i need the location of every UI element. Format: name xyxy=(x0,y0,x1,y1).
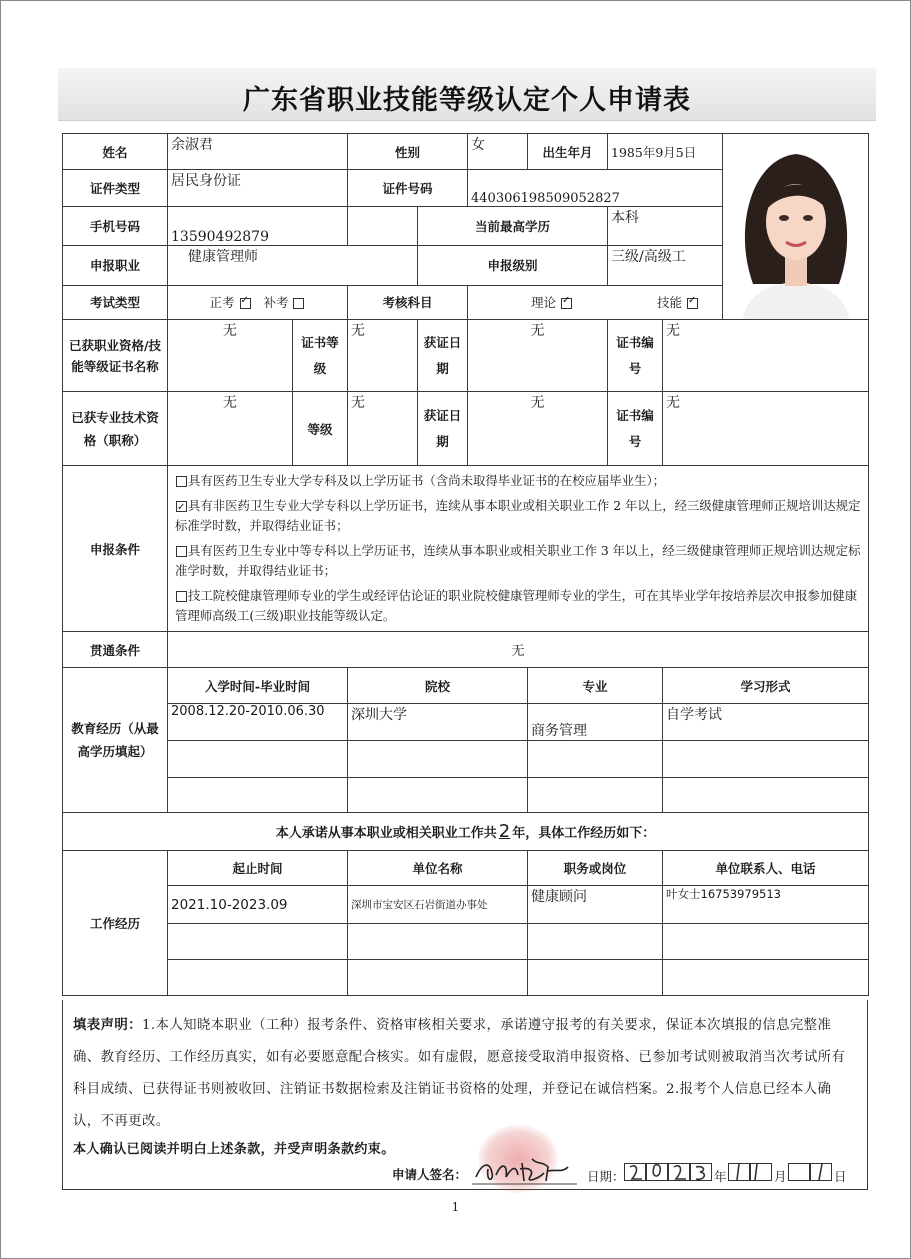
birth-value: 1985年9月5日 xyxy=(608,134,723,170)
day-label: 日 xyxy=(834,1169,847,1184)
edu-period xyxy=(168,741,348,778)
phone-value: 13590492879 xyxy=(168,207,348,245)
condition-text: 技工院校健康管理师专业的学生或经评估论证的职业院校健康管理师专业的学生，可在其毕业学年按培养层次申报参加健康管理师高级工(三级)职业技能等级认定。 xyxy=(175,588,858,623)
education-value: 本科 xyxy=(608,207,723,245)
conditions-label: 申报条件 xyxy=(63,466,168,632)
occupation-value: 健康管理师 xyxy=(168,245,418,285)
work-pledge xyxy=(63,813,869,851)
condition-checkbox[interactable] xyxy=(176,591,187,602)
year-label: 年 xyxy=(714,1169,727,1184)
edu-mode xyxy=(663,778,869,813)
tech-date: 无 xyxy=(468,392,608,466)
condition-item xyxy=(175,541,861,581)
edu-header-period: 入学时间-毕业时间 xyxy=(168,668,348,704)
work-period xyxy=(168,924,348,960)
applicant-photo xyxy=(723,134,869,319)
tech-date-label: 获证日期 xyxy=(418,392,468,466)
vocational-cert-no-label: 证书编号 xyxy=(608,320,663,392)
vocational-cert-label: 已获职业资格/技能等级证书名称 xyxy=(63,320,168,392)
tech-title-name: 无 xyxy=(168,392,293,466)
occupation-label: 申报职业 xyxy=(63,245,168,285)
name-label: 姓名 xyxy=(63,134,168,170)
id-no-label: 证件号码 xyxy=(348,170,468,207)
vocational-cert-grade: 无 xyxy=(348,320,418,392)
gender-value: 女 xyxy=(468,134,528,170)
handwritten-signature[interactable] xyxy=(472,1155,577,1187)
tech-grade-label: 等级 xyxy=(293,392,348,466)
vocational-cert-grade-label: 证书等级 xyxy=(293,320,348,392)
edu-school xyxy=(348,741,528,778)
condition-checkbox[interactable] xyxy=(176,476,187,487)
signature-label: 申请人签名： xyxy=(392,1167,468,1182)
through-label: 贯通条件 xyxy=(63,632,168,668)
condition-checkbox[interactable] xyxy=(176,501,187,512)
level-label: 申报级别 xyxy=(418,245,608,285)
condition-item xyxy=(175,586,861,626)
work-contact xyxy=(663,960,869,996)
declaration-confirm: 本人确认已阅读并明白上述条款，并受声明条款约束。 xyxy=(73,1142,395,1157)
work-company xyxy=(348,924,528,960)
tech-grade: 无 xyxy=(348,392,418,466)
education-history-label: 教育经历（从最高学历填起） xyxy=(63,668,168,813)
edu-period: 2008.12.20-2010.06.30 xyxy=(168,704,348,741)
condition-checkbox[interactable] xyxy=(176,546,187,557)
edu-header-school: 院校 xyxy=(348,668,528,704)
handwritten-month-digits xyxy=(728,1161,772,1183)
vocational-cert-name: 无 xyxy=(168,320,293,392)
level-value: 三级/高级工 xyxy=(608,245,723,285)
work-company: 深圳市宝安区石岩街道办事处 xyxy=(348,886,528,924)
edu-major: 商务管理 xyxy=(528,704,663,741)
work-header-period: 起止时间 xyxy=(168,851,348,886)
regular-exam-label: 正考 xyxy=(209,295,235,311)
condition-item xyxy=(175,471,861,491)
id-no-value: 440306198509052827 xyxy=(468,170,723,207)
work-history-label: 工作经历 xyxy=(63,851,168,996)
tech-no-label: 证书编号 xyxy=(608,392,663,466)
edu-major xyxy=(528,778,663,813)
table-row xyxy=(63,741,869,778)
month-label: 月 xyxy=(774,1169,787,1184)
photo-cell xyxy=(723,134,869,320)
skill-checkbox[interactable] xyxy=(687,298,698,309)
work-header-contact: 单位联系人、电话 xyxy=(663,851,869,886)
edu-major xyxy=(528,741,663,778)
handwritten-date-digits xyxy=(624,1161,714,1183)
exam-type-options xyxy=(168,285,348,319)
edu-header-major: 专业 xyxy=(528,668,663,704)
through-value: 无 xyxy=(168,632,869,668)
exam-type-label: 考试类型 xyxy=(63,285,168,319)
id-type-value: 居民身份证 xyxy=(168,170,348,207)
work-position: 健康顾问 xyxy=(528,886,663,924)
edu-mode: 自学考试 xyxy=(663,704,869,741)
theory-checkbox[interactable] xyxy=(561,298,572,309)
condition-text: 具有非医药卫生专业大学专科以上学历证书，连续从事本职业或相关职业工作 2 年以上，经三级健康管理师正规培训达规定标准学时数，并取得结业证书； xyxy=(175,498,861,533)
skill-label: 技能 xyxy=(657,295,683,311)
regular-exam-checkbox[interactable] xyxy=(240,298,251,309)
work-company xyxy=(348,960,528,996)
page-number: 1 xyxy=(451,1200,460,1214)
work-header-position: 职务或岗位 xyxy=(528,851,663,886)
work-position xyxy=(528,924,663,960)
application-form xyxy=(62,133,869,996)
work-contact: 叶女士16753979513 xyxy=(663,886,869,924)
condition-item xyxy=(175,496,861,536)
table-row xyxy=(63,704,869,741)
work-pledge-prefix: 本人承诺从事本职业或相关职业工作共 xyxy=(275,826,497,841)
tech-no: 无 xyxy=(663,392,869,466)
phone-label: 手机号码 xyxy=(63,207,168,245)
work-position xyxy=(528,960,663,996)
subjects-options xyxy=(468,285,723,319)
declaration-paragraph xyxy=(73,1010,857,1138)
work-years-value: 2 xyxy=(498,821,511,842)
edu-period xyxy=(168,778,348,813)
table-row xyxy=(63,960,869,996)
signature-row xyxy=(62,1155,868,1189)
work-period xyxy=(168,960,348,996)
condition-text: 具有医药卫生专业中等专科以上学历证书，连续从事本职业或相关职业工作 3 年以上，经三级健康管理师正规培训达规定标准学时数，并取得结业证书； xyxy=(175,543,861,578)
table-row xyxy=(63,886,869,924)
tech-title-label: 已获专业技术资格（职称） xyxy=(63,392,168,466)
theory-label: 理论 xyxy=(531,295,557,311)
table-row xyxy=(63,778,869,813)
makeup-exam-checkbox[interactable] xyxy=(293,298,304,309)
gender-label: 性别 xyxy=(348,134,468,170)
date-label: 日期： xyxy=(587,1169,625,1184)
work-pledge-suffix: 年，具体工作经历如下： xyxy=(512,826,656,841)
birth-label: 出生年月 xyxy=(528,134,608,170)
form-title: 广东省职业技能等级认定个人申请表 xyxy=(243,85,691,116)
vocational-cert-no: 无 xyxy=(663,320,869,392)
edu-mode xyxy=(663,741,869,778)
edu-school: 深圳大学 xyxy=(348,704,528,741)
work-period: 2021.10-2023.09 xyxy=(168,886,348,924)
day-digit-box[interactable] xyxy=(788,1163,810,1181)
phone-spacer xyxy=(348,207,418,245)
table-row xyxy=(63,924,869,960)
work-contact xyxy=(663,924,869,960)
edu-school xyxy=(348,778,528,813)
name-value: 余淑君 xyxy=(168,134,348,170)
conditions-list xyxy=(168,466,869,632)
work-header-company: 单位名称 xyxy=(348,851,528,886)
edu-header-mode: 学习形式 xyxy=(663,668,869,704)
id-type-label: 证件类型 xyxy=(63,170,168,207)
declaration-text: 1.本人知晓本职业（工种）报考条件、资格审核相关要求，承诺遵守报考的有关要求，保证本次填报的信息完整准确、教育经历、工作经历真实，如有必要愿意配合核实。如有虚假，愿意接受取消申报资格、已参加考试则被取消当次考试所有科目成绩、已获得证书则被收回、注销证书数据检索及注销证书资格的处理，并登记在诚信档案。2.报考个人信息已经本人确认，不再更改。 xyxy=(73,1018,846,1129)
handwritten-day-digit xyxy=(810,1161,832,1183)
condition-text: 具有医药卫生专业大学专科及以上学历证书（含尚未取得毕业证书的在校应届毕业生）； xyxy=(188,473,666,488)
vocational-cert-date-label: 获证日期 xyxy=(418,320,468,392)
subjects-label: 考核科目 xyxy=(348,285,468,319)
vocational-cert-date: 无 xyxy=(468,320,608,392)
makeup-exam-label: 补考 xyxy=(263,295,289,311)
declaration-heading: 填表声明： xyxy=(73,1018,142,1033)
education-label: 当前最高学历 xyxy=(418,207,608,245)
